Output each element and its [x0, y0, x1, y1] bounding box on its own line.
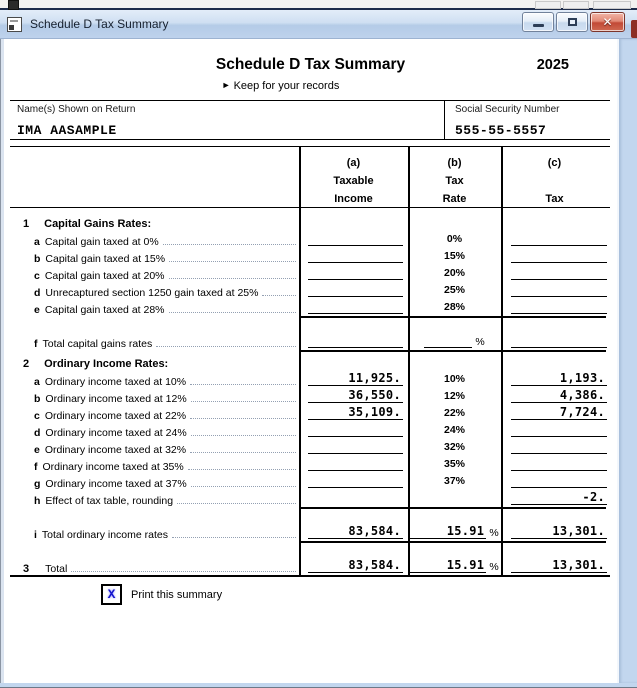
taxable-income-cell — [299, 455, 408, 473]
dotted-leader — [169, 278, 296, 279]
row-label-cell — [10, 236, 299, 248]
taxable-income-value: 83,584. — [348, 524, 401, 538]
tax-line — [511, 404, 607, 420]
taxable-income-line — [308, 230, 403, 246]
taxable-income-cell — [299, 421, 408, 439]
table-row — [10, 439, 610, 456]
tax-line — [511, 557, 607, 573]
checkbox-x-mark: X — [107, 587, 116, 602]
tax-table — [10, 146, 610, 577]
window-controls — [522, 12, 625, 32]
taxable-income-cell — [299, 472, 408, 490]
row-letter: g — [34, 478, 41, 490]
tax-cell — [501, 281, 608, 299]
tax-rate-entry — [424, 332, 484, 348]
taxable-income-cell — [299, 523, 408, 541]
column-header-c — [501, 147, 608, 207]
header-spacer — [10, 147, 299, 207]
tax-rate-cell — [408, 523, 501, 541]
row-label: Ordinary income taxed at 35% — [42, 461, 184, 473]
dotted-leader — [190, 418, 296, 419]
tax-line — [511, 489, 607, 505]
ssn-value: 555-55-5557 — [455, 123, 547, 138]
row-label-cell — [10, 253, 299, 265]
dotted-leader — [177, 503, 296, 504]
tax-cell — [501, 332, 608, 350]
dotted-leader — [190, 384, 296, 385]
column-divider — [501, 147, 503, 575]
taxable-income-cell — [299, 281, 408, 299]
tax-line — [511, 370, 607, 386]
tax-rate-entry — [410, 523, 498, 539]
taxable-income-value: 11,925. — [348, 371, 401, 385]
window-frame-right — [617, 39, 637, 683]
row-label-cell — [10, 495, 299, 507]
row-letter: i — [34, 529, 37, 541]
column-line2: Income — [334, 193, 373, 205]
tax-line — [511, 421, 607, 437]
row-label: Ordinary income taxed at 37% — [45, 478, 187, 490]
dotted-leader — [169, 312, 296, 313]
section-heading-row — [10, 352, 610, 371]
taxable-income-cell — [299, 557, 408, 575]
column-tag: (b) — [447, 157, 462, 169]
tax-rate-percent: 22% — [443, 407, 465, 419]
tax-value: -2. — [582, 490, 605, 504]
window-title: Schedule D Tax Summary — [30, 17, 169, 31]
tax-rate-percent: 15% — [443, 250, 465, 262]
table-row — [10, 422, 610, 439]
tax-rate-percent: 28% — [443, 301, 465, 313]
dotted-leader — [156, 346, 296, 347]
tax-rate-cell — [408, 390, 501, 405]
tax-rate-percent: 24% — [443, 424, 465, 436]
taxable-income-cell — [299, 298, 408, 316]
form-subtitle-text: Keep for your records — [233, 80, 340, 92]
tax-cell — [501, 247, 608, 265]
print-summary-row — [101, 584, 617, 605]
tax-line — [511, 332, 607, 348]
tax-value: 13,301. — [552, 524, 605, 538]
row-label: Capital gain taxed at 15% — [45, 253, 166, 265]
row-letter: d — [34, 287, 41, 299]
tax-rate-cell — [408, 267, 501, 282]
taxable-income-cell — [299, 230, 408, 248]
close-button[interactable] — [590, 12, 625, 32]
row-label-cell — [10, 427, 299, 439]
taxable-income-value: 35,109. — [348, 405, 401, 419]
percent-sign: % — [475, 336, 485, 348]
print-summary-label: Print this summary — [131, 588, 223, 601]
tax-value: 4,386. — [559, 388, 605, 402]
taxable-income-cell — [299, 404, 408, 422]
window-document-icon — [7, 17, 22, 32]
row-label-cell — [10, 563, 299, 575]
tax-line — [511, 455, 607, 471]
row-label-cell — [10, 393, 299, 405]
section-heading-label: Capital Gains Rates: — [44, 218, 152, 230]
row-letter: c — [34, 270, 40, 282]
tax-line — [511, 247, 607, 263]
background-window-button — [593, 1, 631, 9]
dotted-leader — [172, 537, 296, 538]
taxable-income-value: 36,550. — [348, 388, 401, 402]
tax-rate-cell — [408, 475, 501, 490]
tax-rate-percent: 0% — [446, 233, 463, 245]
tax-cell — [501, 370, 608, 388]
tax-rate-percent: 25% — [443, 284, 465, 296]
column-line1: Tax — [445, 175, 464, 187]
row-letter: e — [34, 304, 40, 316]
row-letter: c — [34, 410, 40, 422]
row-label: Total capital gains rates — [42, 338, 153, 350]
row-label: Capital gain taxed at 0% — [44, 236, 159, 248]
background-window-icon — [8, 0, 19, 10]
taxable-income-cell — [299, 387, 408, 405]
row-label-cell — [10, 338, 299, 350]
row-number: 3 — [23, 563, 30, 575]
tax-cell — [501, 230, 608, 248]
tax-line — [511, 472, 607, 488]
restore-button[interactable] — [556, 12, 588, 32]
section-heading-row — [10, 208, 610, 231]
tax-rate-cell — [408, 373, 501, 388]
form-content — [4, 39, 617, 683]
taxable-income-line — [308, 438, 403, 454]
name-field — [10, 101, 444, 139]
table-row — [10, 473, 610, 490]
taxable-income-line — [308, 523, 403, 539]
tax-cell — [501, 404, 608, 422]
tax-rate-value: 15.91 — [446, 524, 485, 538]
row-letter: d — [34, 427, 41, 439]
dotted-leader — [169, 261, 296, 262]
taxable-income-line — [308, 281, 403, 297]
minimize-icon — [533, 24, 544, 27]
print-summary-checkbox[interactable] — [101, 584, 122, 605]
tax-cell — [501, 438, 608, 456]
tax-cell — [501, 421, 608, 439]
row-letter: h — [34, 495, 41, 507]
row-label-cell — [10, 304, 299, 316]
table-row — [10, 282, 610, 299]
row-letter: f — [34, 461, 38, 473]
dotted-leader — [188, 469, 296, 470]
section-heading-label: Ordinary Income Rates: — [44, 358, 169, 370]
taxable-income-line — [308, 387, 403, 403]
row-label-cell — [10, 529, 299, 541]
tax-rate-cell — [408, 233, 501, 248]
name-value: IMA AASAMPLE — [17, 123, 117, 138]
ssn-label: Social Security Number — [455, 104, 560, 115]
column-line1 — [553, 172, 556, 190]
tax-value: 1,193. — [559, 371, 605, 385]
taxable-income-line — [308, 264, 403, 280]
tax-rate-line — [410, 557, 486, 573]
row-label: Capital gain taxed at 20% — [44, 270, 165, 282]
taxable-income-cell — [299, 332, 408, 350]
tax-line — [511, 387, 607, 403]
taxable-income-line — [308, 370, 403, 386]
taxable-income-line — [308, 404, 403, 420]
column-line1: Taxable — [333, 175, 374, 187]
dotted-leader — [191, 401, 296, 402]
tax-cell — [501, 387, 608, 405]
background-window-button — [563, 1, 589, 9]
row-label: Effect of tax table, rounding — [45, 495, 174, 507]
taxable-income-cell — [299, 264, 408, 282]
table-row — [10, 405, 610, 422]
tax-rate-line — [424, 332, 472, 348]
taxable-income-line — [308, 298, 403, 314]
section-number: 1 — [23, 218, 30, 230]
row-label-cell — [10, 287, 299, 299]
tax-rate-cell — [408, 557, 501, 575]
taxable-income-line — [308, 421, 403, 437]
row-label-cell — [10, 461, 299, 473]
row-label: Total ordinary income rates — [41, 529, 168, 541]
tax-rate-cell — [408, 424, 501, 439]
tax-rate-cell — [408, 458, 501, 473]
row-label-cell — [10, 270, 299, 282]
tax-cell — [501, 489, 608, 507]
row-label-cell — [10, 478, 299, 490]
background-window-button — [535, 1, 561, 9]
section-number: 2 — [23, 358, 30, 370]
tax-rate-cell — [408, 301, 501, 316]
percent-sign: % — [489, 561, 499, 573]
tax-value: 7,724. — [559, 405, 605, 419]
tax-rate-percent: 35% — [443, 458, 465, 470]
form-header — [4, 39, 617, 100]
tax-line — [511, 298, 607, 314]
row-letter: b — [34, 253, 41, 265]
column-tag: (c) — [547, 157, 562, 169]
taxable-income-line — [308, 247, 403, 263]
dotted-leader — [191, 486, 296, 487]
taxable-income-cell — [299, 247, 408, 265]
window-frame-bottom — [0, 683, 637, 688]
close-icon: ✕ — [602, 15, 613, 29]
tax-cell — [501, 523, 608, 541]
tax-rate-value: 15.91 — [446, 558, 485, 572]
row-letter: b — [34, 393, 41, 405]
row-label-cell — [10, 444, 299, 456]
table-row — [10, 318, 610, 350]
taxable-income-cell — [299, 438, 408, 456]
dotted-leader — [191, 435, 296, 436]
tax-cell — [501, 557, 608, 575]
taxable-income-line — [308, 332, 403, 348]
background-close-button-sliver — [631, 20, 637, 38]
column-tag: (a) — [346, 157, 361, 169]
background-window-strip — [0, 0, 637, 10]
dotted-leader — [163, 244, 296, 245]
row-letter: a — [34, 376, 40, 388]
restore-icon — [568, 18, 577, 26]
dotted-leader — [262, 295, 296, 296]
row-label: Total — [45, 563, 68, 575]
row-label: Ordinary income taxed at 24% — [45, 427, 187, 439]
row-label: Ordinary income taxed at 22% — [44, 410, 187, 422]
tax-cell — [501, 472, 608, 490]
row-letter: f — [34, 338, 38, 350]
table-row — [10, 543, 610, 575]
tax-table-body — [10, 208, 610, 575]
ssn-field — [444, 101, 610, 139]
dotted-leader — [190, 452, 296, 453]
taxable-income-line — [308, 472, 403, 488]
row-label-cell — [10, 376, 299, 388]
row-letter: a — [34, 236, 40, 248]
table-row — [10, 509, 610, 541]
tax-line — [511, 264, 607, 280]
column-header-a — [299, 147, 408, 207]
tax-cell — [501, 455, 608, 473]
row-label: Ordinary income taxed at 10% — [44, 376, 187, 388]
dotted-leader — [71, 571, 296, 572]
tax-rate-cell — [408, 284, 501, 299]
tax-rate-cell — [408, 407, 501, 422]
column-header-b — [408, 147, 501, 207]
table-row — [10, 490, 610, 507]
form-year: 2025 — [536, 57, 569, 73]
table-row — [10, 231, 610, 248]
taxable-income-line — [308, 455, 403, 471]
taxable-income-line — [308, 557, 403, 573]
tax-rate-percent: 12% — [443, 390, 465, 402]
table-row — [10, 371, 610, 388]
row-label: Ordinary income taxed at 12% — [45, 393, 187, 405]
taxable-income-value: 83,584. — [348, 558, 401, 572]
tax-cell — [501, 298, 608, 316]
tax-rate-entry — [410, 557, 498, 573]
tax-rate-percent: 10% — [443, 373, 465, 385]
tax-line — [511, 230, 607, 246]
titlebar — [0, 10, 637, 39]
table-row — [10, 248, 610, 265]
row-label: Unrecaptured section 1250 gain taxed at 25% — [45, 287, 259, 299]
row-label: Ordinary income taxed at 32% — [44, 444, 187, 456]
form-subtitle — [4, 80, 557, 92]
tax-rate-percent: 20% — [443, 267, 465, 279]
tax-rate-percent: 32% — [443, 441, 465, 453]
tax-line — [511, 438, 607, 454]
column-divider — [408, 147, 410, 575]
taxpayer-box — [10, 100, 610, 140]
table-header — [10, 147, 610, 208]
tax-cell — [501, 264, 608, 282]
tax-rate-line — [410, 523, 486, 539]
tax-value: 13,301. — [552, 558, 605, 572]
minimize-button[interactable] — [522, 12, 554, 32]
table-row — [10, 388, 610, 405]
tax-line — [511, 523, 607, 539]
table-row — [10, 265, 610, 282]
tax-rate-cell — [408, 441, 501, 456]
tax-line — [511, 281, 607, 297]
row-label-cell — [10, 410, 299, 422]
percent-sign: % — [489, 527, 499, 539]
arrow-icon: ► — [221, 80, 231, 90]
column-divider — [299, 147, 301, 575]
name-label: Name(s) Shown on Return — [17, 104, 136, 115]
column-line2: Rate — [442, 193, 467, 205]
row-letter: e — [34, 444, 40, 456]
table-row — [10, 299, 610, 316]
column-line2: Tax — [545, 193, 564, 205]
table-row — [10, 456, 610, 473]
form-title: Schedule D Tax Summary — [215, 56, 406, 73]
tax-rate-cell — [408, 250, 501, 265]
tax-rate-percent: 37% — [443, 475, 465, 487]
taxable-income-cell — [299, 370, 408, 388]
tax-rate-cell — [408, 332, 501, 350]
row-label: Capital gain taxed at 28% — [44, 304, 165, 316]
